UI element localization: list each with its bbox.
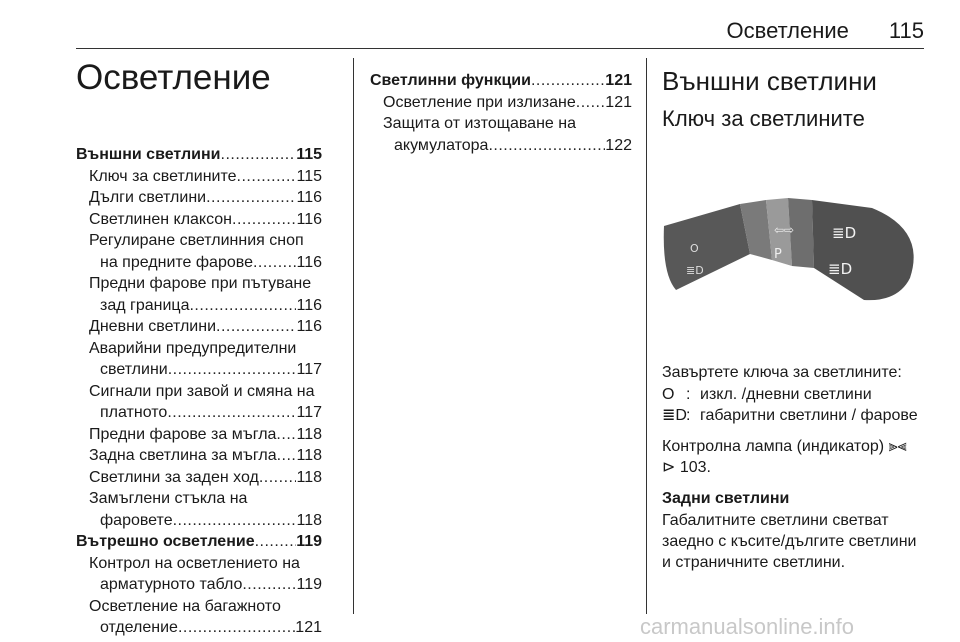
toc-leader-dots bbox=[242, 574, 296, 596]
rear-lights-title: Задни светлини bbox=[662, 490, 790, 507]
toc-entry[interactable] bbox=[76, 531, 322, 553]
definition-colon: : bbox=[686, 407, 691, 424]
off-symbol-icon: O bbox=[662, 386, 675, 403]
toc-entry[interactable] bbox=[76, 187, 322, 209]
toc-entry-page: 116 bbox=[296, 189, 322, 206]
toc-entry[interactable] bbox=[370, 70, 632, 92]
rear-lights-line: Габалитните светлини светват bbox=[662, 512, 889, 529]
toc-entry-page: 118 bbox=[296, 511, 322, 529]
toc-entry-page: 121 bbox=[605, 72, 632, 89]
rear-lights-line: заедно с късите/дългите светлини bbox=[662, 533, 917, 550]
toc-entry[interactable] bbox=[76, 488, 322, 510]
toc-entry-title: зад граница bbox=[100, 296, 190, 314]
toc-entry[interactable] bbox=[76, 295, 322, 317]
toc-leader-dots bbox=[173, 510, 297, 532]
toc-entry[interactable] bbox=[76, 252, 322, 274]
toc-entry[interactable] bbox=[76, 553, 322, 575]
toc-leader-dots bbox=[189, 295, 296, 317]
toc-leader-dots bbox=[255, 531, 297, 553]
toc-entry-title: Дълги светлини bbox=[89, 189, 207, 206]
toc-entry-page: 121 bbox=[605, 93, 632, 111]
toc-entry[interactable] bbox=[76, 273, 322, 295]
svg-text:⇦⇨: ⇦⇨ bbox=[774, 223, 795, 237]
toc-leader-dots bbox=[178, 617, 295, 639]
toc-entry-title: отделение bbox=[100, 619, 178, 636]
toc-entry-page: 119 bbox=[296, 576, 322, 593]
instruction-text: Завъртете ключа за светлините: bbox=[662, 364, 902, 381]
toc-entry[interactable] bbox=[76, 596, 322, 618]
toc-entry-title: Светлини за заден ход bbox=[89, 468, 259, 486]
toc-entry-title: фаровете bbox=[100, 511, 173, 529]
definition-text: габаритни светлини / фарове bbox=[700, 407, 918, 424]
toc-entry-page: 118 bbox=[296, 425, 322, 443]
toc-entry-page: 115 bbox=[296, 146, 322, 163]
toc-entry[interactable] bbox=[76, 381, 322, 403]
toc-entry-title: Вътрешно осветление bbox=[76, 533, 255, 550]
toc-entry-title: арматурното табло bbox=[100, 576, 243, 593]
definition-colon: : bbox=[686, 386, 691, 403]
chapter-title: Осветление bbox=[76, 58, 271, 97]
column-divider-2 bbox=[646, 58, 647, 614]
toc-leader-dots bbox=[276, 424, 296, 446]
headlight-symbol-icon: ≣D bbox=[662, 407, 687, 424]
definition-row bbox=[662, 384, 942, 405]
watermark[interactable]: carmanualsonline.info bbox=[640, 614, 855, 639]
toc-leader-dots bbox=[168, 359, 297, 381]
toc-entry[interactable] bbox=[76, 144, 322, 166]
header-rule bbox=[76, 48, 924, 49]
toc-leader-dots bbox=[216, 316, 296, 338]
toc-entry-title: Светлинен клаксон bbox=[89, 210, 233, 228]
svg-text:O: O bbox=[690, 242, 699, 255]
toc-entry-title: Дневни светлини bbox=[89, 318, 216, 335]
toc-entry-page: 117 bbox=[296, 361, 322, 378]
svg-text:P: P bbox=[774, 247, 782, 262]
toc-left bbox=[76, 144, 322, 639]
toc-entry-title: Ключ за светлините bbox=[89, 167, 237, 185]
toc-leader-dots bbox=[488, 135, 605, 157]
toc-entry-page: 118 bbox=[296, 447, 322, 464]
toc-leader-dots bbox=[167, 402, 296, 424]
svg-text:≣D: ≣D bbox=[832, 224, 857, 242]
toc-entry-title: Регулиране светлинния сноп bbox=[89, 232, 304, 249]
toc-entry-title: Осветление при излизане bbox=[383, 93, 576, 111]
toc-entry-page: 116 bbox=[296, 210, 322, 228]
toc-entry-page: 119 bbox=[296, 533, 322, 550]
rear-lights-text bbox=[662, 510, 916, 573]
toc-entry-title: платното bbox=[100, 404, 168, 421]
toc-entry-title: Замъглени стъкла на bbox=[89, 490, 248, 507]
toc-leader-dots bbox=[531, 70, 605, 92]
toc-leader-dots bbox=[277, 445, 297, 467]
toc-entry-title: Защита от изтощаване на bbox=[383, 115, 576, 132]
toc-entry-title: Сигнали при завой и смяна на bbox=[89, 382, 315, 400]
toc-entry-page: 116 bbox=[296, 296, 322, 314]
toc-leader-dots bbox=[206, 187, 296, 209]
section-title: Външни светлини bbox=[662, 66, 877, 96]
toc-entry-page: 115 bbox=[296, 167, 322, 185]
indicator-page-ref[interactable]: ⊳ 103. bbox=[662, 459, 711, 476]
toc-middle bbox=[370, 70, 632, 156]
toc-entry-page: 118 bbox=[296, 468, 322, 486]
toc-entry-page: 117 bbox=[296, 404, 322, 421]
toc-entry[interactable] bbox=[76, 209, 322, 231]
light-switch-illustration bbox=[662, 182, 926, 332]
subsection-title: Ключ за светлините bbox=[662, 106, 865, 131]
toc-entry-title: Предни фарове за мъгла bbox=[89, 425, 277, 443]
toc-entry-title: светлини bbox=[100, 361, 168, 378]
toc-entry-title: Осветление на багажното bbox=[89, 597, 281, 615]
svg-text:≣D: ≣D bbox=[828, 260, 853, 278]
toc-entry-title: Предни фарове при пътуване bbox=[89, 275, 312, 292]
toc-entry[interactable] bbox=[76, 359, 322, 381]
toc-entry[interactable] bbox=[76, 166, 322, 188]
toc-entry-page: 116 bbox=[296, 253, 322, 271]
toc-entry-page: 121 bbox=[295, 619, 322, 636]
toc-entry[interactable] bbox=[76, 617, 322, 639]
toc-leader-dots bbox=[221, 144, 297, 166]
toc-leader-dots bbox=[259, 467, 297, 489]
toc-entry-title: Задна светлина за мъгла bbox=[89, 447, 277, 464]
toc-leader-dots bbox=[232, 209, 296, 231]
toc-entry[interactable] bbox=[76, 402, 322, 424]
toc-entry-page: 116 bbox=[296, 318, 322, 335]
toc-entry-title: Светлинни функции bbox=[370, 72, 531, 89]
svg-text:≣D: ≣D bbox=[686, 264, 704, 277]
toc-entry[interactable] bbox=[76, 230, 322, 252]
toc-entry[interactable] bbox=[370, 92, 632, 114]
toc-entry[interactable] bbox=[76, 316, 322, 338]
toc-entry[interactable] bbox=[370, 113, 632, 135]
toc-entry-title: Външни светлини bbox=[76, 146, 221, 163]
toc-entry[interactable] bbox=[76, 338, 322, 360]
toc-entry[interactable] bbox=[76, 445, 322, 467]
page-number: 115 bbox=[888, 18, 924, 43]
toc-entry[interactable] bbox=[76, 424, 322, 446]
toc-entry-page: 122 bbox=[605, 136, 632, 154]
toc-entry[interactable] bbox=[76, 467, 322, 489]
symbol-definitions bbox=[662, 384, 942, 426]
toc-entry-title: Аварийни предупредителни bbox=[89, 339, 297, 357]
rear-lights-line: и страничните светлини. bbox=[662, 554, 846, 571]
toc-entry[interactable] bbox=[76, 510, 322, 532]
toc-leader-dots bbox=[237, 166, 297, 188]
definition-row bbox=[662, 405, 942, 426]
toc-entry-title: акумулатора bbox=[394, 136, 489, 154]
toc-leader-dots bbox=[253, 252, 297, 274]
header-section: Осветление bbox=[726, 18, 849, 43]
toc-entry[interactable] bbox=[370, 135, 632, 157]
page-header bbox=[727, 18, 924, 44]
toc-entry[interactable] bbox=[76, 574, 322, 596]
toc-leader-dots bbox=[576, 92, 606, 114]
column-divider-1 bbox=[353, 58, 354, 614]
toc-entry-title: на предните фарове bbox=[100, 253, 253, 271]
definition-text: изкл. /дневни светлини bbox=[700, 386, 872, 403]
toc-entry-title: Контрол на осветлението на bbox=[89, 554, 300, 572]
indicator-text: Контролна лампа (индикатор) ⫸⫷ bbox=[662, 438, 907, 455]
